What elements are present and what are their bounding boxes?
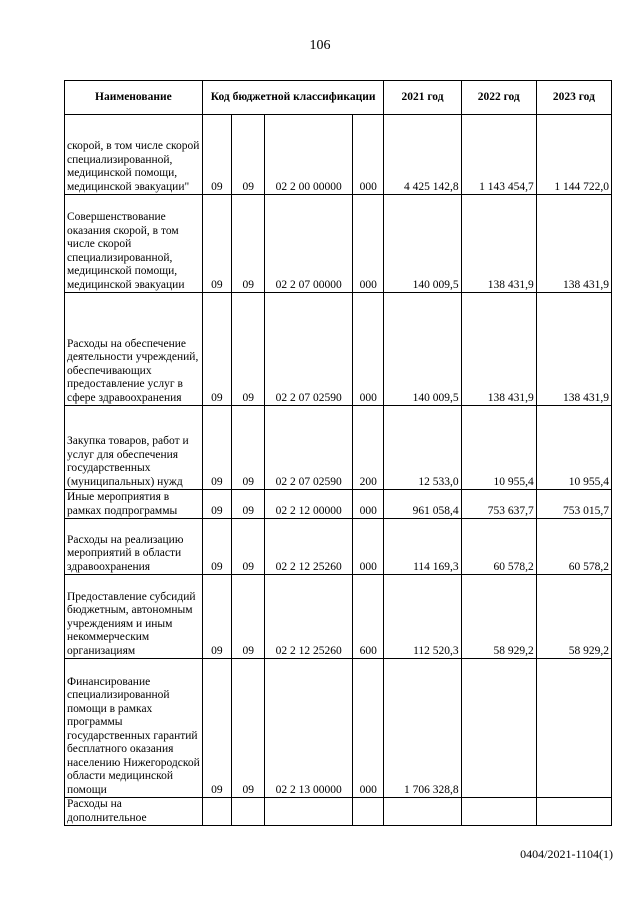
code-target: 02 2 07 00000 — [265, 195, 353, 293]
row-name: Предоставление субсидий бюджетным, автономным учреждениям и иным некоммерческим организациям — [65, 575, 203, 659]
code-target: 02 2 07 02590 — [265, 406, 353, 490]
value-2023 — [536, 798, 611, 826]
header-2022: 2022 год — [461, 81, 536, 115]
table-row — [65, 798, 612, 826]
row-name: Совершенствование оказания скорой, в том числе скорой специализированной, медицинской помощи, медицинской эвакуации — [65, 195, 203, 293]
value-2021: 112 520,3 — [384, 575, 461, 659]
table-header-row — [65, 81, 612, 115]
code-section: 09 — [202, 575, 231, 659]
header-2023: 2023 год — [536, 81, 611, 115]
table-row — [65, 115, 612, 195]
value-2021: 140 009,5 — [384, 293, 461, 406]
code-section: 09 — [202, 406, 231, 490]
table-row — [65, 659, 612, 798]
table-row — [65, 293, 612, 406]
value-2021: 1 706 328,8 — [384, 659, 461, 798]
code-subsection: 09 — [232, 115, 265, 195]
table-row — [65, 195, 612, 293]
code-subsection: 09 — [232, 575, 265, 659]
code-expense-type: 000 — [353, 490, 384, 519]
code-expense-type: 000 — [353, 115, 384, 195]
value-2023: 60 578,2 — [536, 519, 611, 575]
code-section — [202, 798, 231, 826]
code-target — [265, 798, 353, 826]
code-target: 02 2 00 00000 — [265, 115, 353, 195]
value-2022 — [461, 659, 536, 798]
value-2022: 753 637,7 — [461, 490, 536, 519]
value-2022: 1 143 454,7 — [461, 115, 536, 195]
value-2022: 58 929,2 — [461, 575, 536, 659]
code-subsection: 09 — [232, 490, 265, 519]
row-name: Расходы на дополнительное — [65, 798, 203, 826]
code-expense-type: 000 — [353, 195, 384, 293]
value-2023: 138 431,9 — [536, 195, 611, 293]
code-subsection — [232, 798, 265, 826]
value-2021: 961 058,4 — [384, 490, 461, 519]
header-2021: 2021 год — [384, 81, 461, 115]
code-section: 09 — [202, 659, 231, 798]
table-row — [65, 519, 612, 575]
code-subsection: 09 — [232, 293, 265, 406]
code-subsection: 09 — [232, 406, 265, 490]
code-expense-type: 000 — [353, 519, 384, 575]
code-subsection: 09 — [232, 195, 265, 293]
code-expense-type: 000 — [353, 659, 384, 798]
value-2021: 12 533,0 — [384, 406, 461, 490]
code-expense-type: 200 — [353, 406, 384, 490]
row-name: Финансирование специализированной помощи в рамках программы государственных гарантий бесплатного оказания населению Нижегородской области медицинской помощи — [65, 659, 203, 798]
table-row — [65, 406, 612, 490]
value-2022: 138 431,9 — [461, 293, 536, 406]
code-section: 09 — [202, 115, 231, 195]
code-target: 02 2 12 00000 — [265, 490, 353, 519]
value-2023: 753 015,7 — [536, 490, 611, 519]
budget-table — [64, 80, 612, 826]
row-name: Иные мероприятия в рамках подпрограммы — [65, 490, 203, 519]
code-section: 09 — [202, 490, 231, 519]
table-row — [65, 575, 612, 659]
code-target: 02 2 12 25260 — [265, 575, 353, 659]
header-code: Код бюджетной классификации — [202, 81, 384, 115]
code-subsection: 09 — [232, 519, 265, 575]
value-2022: 138 431,9 — [461, 195, 536, 293]
code-target: 02 2 07 02590 — [265, 293, 353, 406]
code-expense-type: 000 — [353, 293, 384, 406]
row-name: Закупка товаров, работ и услуг для обеспечения государственных (муниципальных) нужд — [65, 406, 203, 490]
page-number: 106 — [309, 38, 331, 53]
code-expense-type — [353, 798, 384, 826]
code-subsection: 09 — [232, 659, 265, 798]
row-name: Расходы на реализацию мероприятий в области здравоохранения — [65, 519, 203, 575]
header-name: Наименование — [65, 81, 203, 115]
value-2021: 4 425 142,8 — [384, 115, 461, 195]
code-section: 09 — [202, 293, 231, 406]
code-section: 09 — [202, 519, 231, 575]
value-2023: 58 929,2 — [536, 575, 611, 659]
row-name: скорой, в том числе скорой специализированной, медицинской помощи, медицинской эвакуации" — [65, 115, 203, 195]
value-2022: 60 578,2 — [461, 519, 536, 575]
value-2022: 10 955,4 — [461, 406, 536, 490]
value-2023: 138 431,9 — [536, 293, 611, 406]
code-expense-type: 600 — [353, 575, 384, 659]
code-target: 02 2 13 00000 — [265, 659, 353, 798]
value-2021 — [384, 798, 461, 826]
row-name: Расходы на обеспечение деятельности учреждений, обеспечивающих предоставление услуг в сфере здравоохранения — [65, 293, 203, 406]
value-2022 — [461, 798, 536, 826]
value-2023: 1 144 722,0 — [536, 115, 611, 195]
value-2021: 140 009,5 — [384, 195, 461, 293]
code-section: 09 — [202, 195, 231, 293]
document-code: 0404/2021-1104(1) — [520, 847, 613, 861]
value-2021: 114 169,3 — [384, 519, 461, 575]
table-row — [65, 490, 612, 519]
value-2023 — [536, 659, 611, 798]
code-target: 02 2 12 25260 — [265, 519, 353, 575]
value-2023: 10 955,4 — [536, 406, 611, 490]
